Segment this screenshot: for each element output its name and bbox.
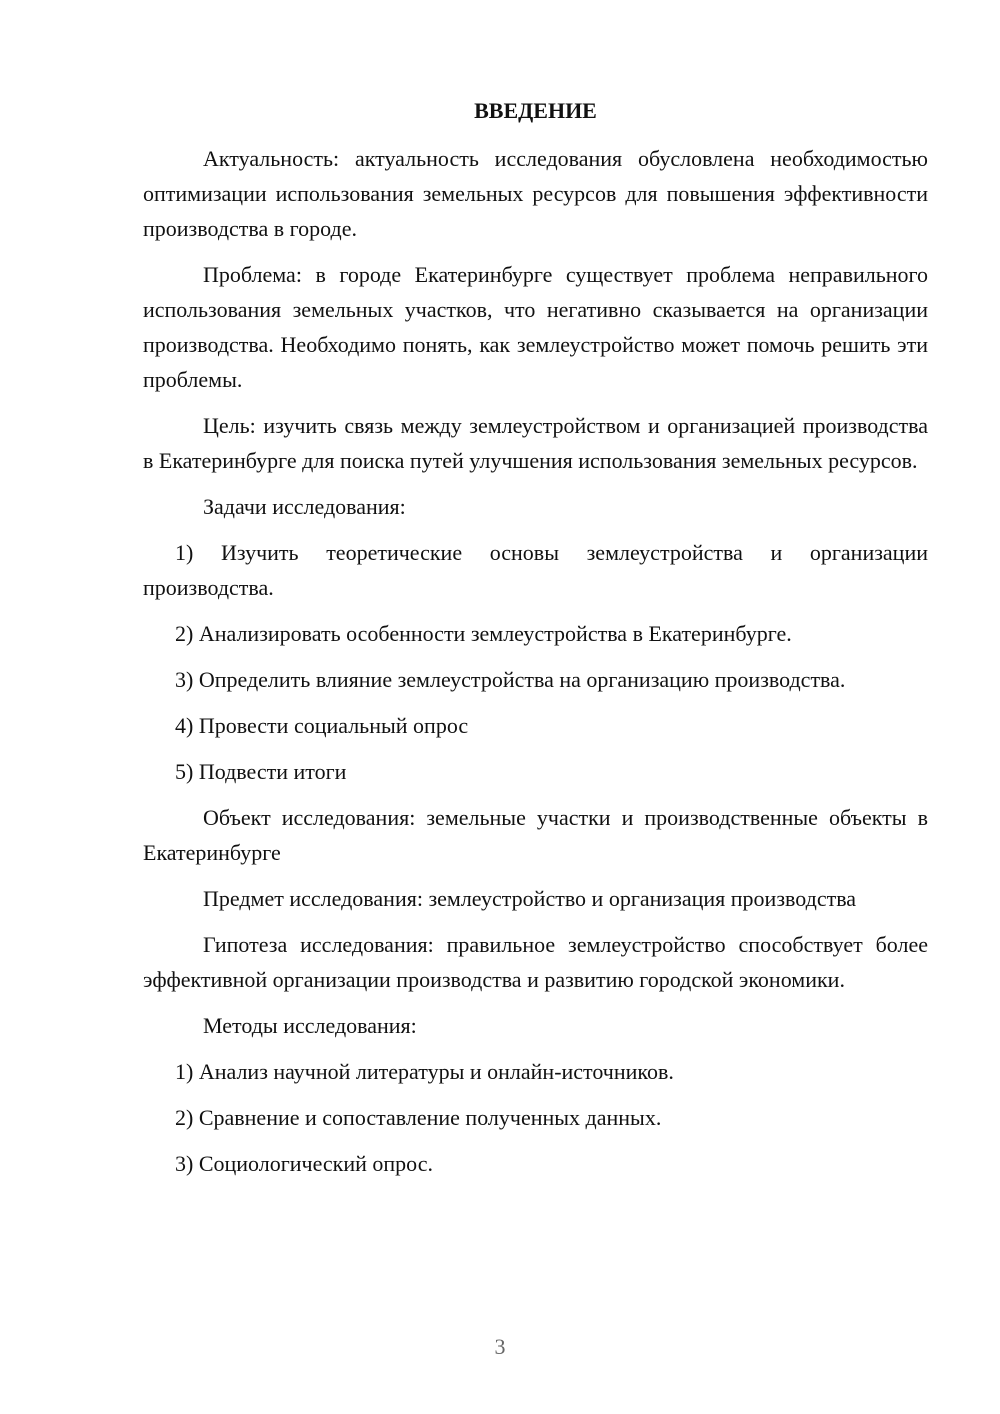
paragraph-subject: Предмет исследования: землеустройство и организация производства — [203, 886, 857, 911]
page-content — [143, 95, 928, 1192]
list-item-task-3: 3) Определить влияние землеустройства на организацию производства. — [175, 667, 846, 692]
paragraph-problem: Проблема: в городе Екатеринбурге существует проблема неправильного использования земельных участков, что негативно сказывается на организации производства. Необходимо понять, как землеустройство может помочь решить эти проблемы. — [143, 262, 928, 392]
list-item-task-1: 1) Изучить теоретические основы землеустройства и организации производства. — [143, 540, 928, 600]
paragraph-tasks-heading: Задачи исследования: — [203, 494, 406, 519]
paragraph-methods-heading: Методы исследования: — [203, 1013, 417, 1038]
list-item-task-2: 2) Анализировать особенности землеустройства в Екатеринбурге. — [175, 621, 792, 646]
list-item-method-2: 2) Сравнение и сопоставление полученных данных. — [175, 1105, 662, 1130]
list-item-task-5: 5) Подвести итоги — [175, 759, 347, 784]
paragraph-hypothesis: Гипотеза исследования: правильное землеустройство способствует более эффективной организации производства и развитию городской экономики. — [143, 932, 928, 992]
paragraph-goal: Цель: изучить связь между землеустройством и организацией производства в Екатеринбурге для поиска путей улучшения использования земельных ресурсов. — [143, 413, 928, 473]
page-title: ВВЕДЕНИЕ — [474, 98, 597, 123]
list-item-method-1: 1) Анализ научной литературы и онлайн-источников. — [175, 1059, 674, 1084]
list-item-task-4: 4) Провести социальный опрос — [175, 713, 469, 738]
paragraph-relevance: Актуальность: актуальность исследования обусловлена необходимостью оптимизации использования земельных ресурсов для повышения эффективности производства в городе. — [143, 146, 928, 241]
list-item-method-3: 3) Социологический опрос. — [175, 1151, 433, 1176]
page-number: 3 — [494, 1334, 506, 1359]
paragraph-object: Объект исследования: земельные участки и производственные объекты в Екатеринбурге — [143, 805, 928, 865]
